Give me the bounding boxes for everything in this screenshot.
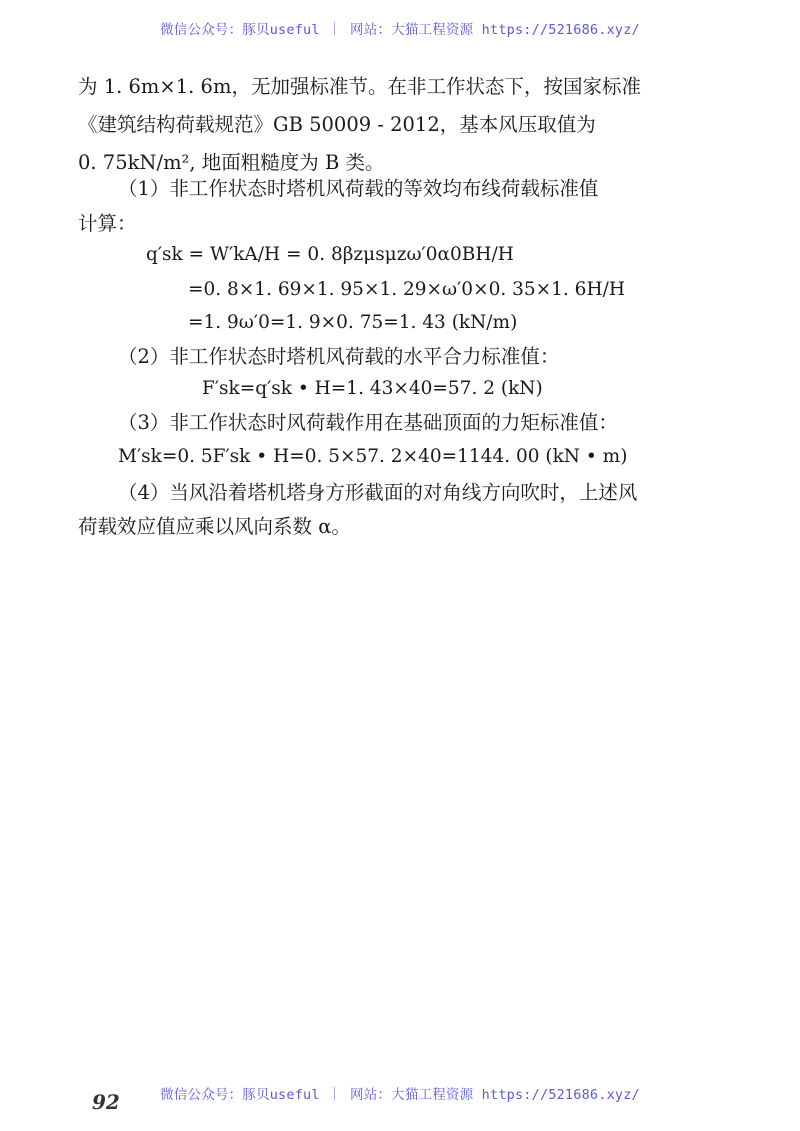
intro-line-3: 0. 75kN/m², 地面粗糙度为 B 类。 [78,151,385,174]
intro-line-1: 为 1. 6m×1. 6m，无加强标准节。在非工作状态下，按国家标准 [78,75,641,98]
item1-line-1: （1）非工作状态时塔机风荷载的等效均布线荷载标准值 [118,177,599,200]
item2-line-1: （2）非工作状态时塔机风荷载的水平合力标准值： [118,345,560,368]
item3-line-1: （3）非工作状态时风荷载作用在基础顶面的力矩标准值： [118,411,618,434]
formula1-line-2: =0. 8×1. 69×1. 95×1. 29×ω′0×0. 35×1. 6H/H [188,279,625,300]
formula1-line-3: =1. 9ω′0=1. 9×0. 75=1. 43 (kN/m) [188,312,518,333]
page-number: 92 [92,1090,120,1114]
item4-line-2: 荷载效应值应乘以风向系数 α。 [78,515,351,538]
item2-formula: F′sk=q′sk • H=1. 43×40=57. 2 (kN) [202,378,543,399]
item4-line-1: （4）当风沿着塔机塔身方形截面的对角线方向吹时，上述风 [118,481,638,504]
watermark-top: 微信公众号：豚贝useful ｜ 网站：大猫工程资源 https://521686.xyz/ [160,22,640,38]
watermark-bottom: 微信公众号：豚贝useful ｜ 网站：大猫工程资源 https://521686.xyz/ [160,1087,640,1103]
item3-formula: M′sk=0. 5F′sk • H=0. 5×57. 2×40=1144. 00 (kN • m) [118,446,628,467]
intro-line-2: 《建筑结构荷载规范》GB 50009 - 2012，基本风压取值为 [78,113,596,136]
formula1-line-1: q′sk = W′kA/H = 0. 8βzμsμzω′0α0BH/H [146,244,514,265]
item1-line-2: 计算： [78,212,137,235]
